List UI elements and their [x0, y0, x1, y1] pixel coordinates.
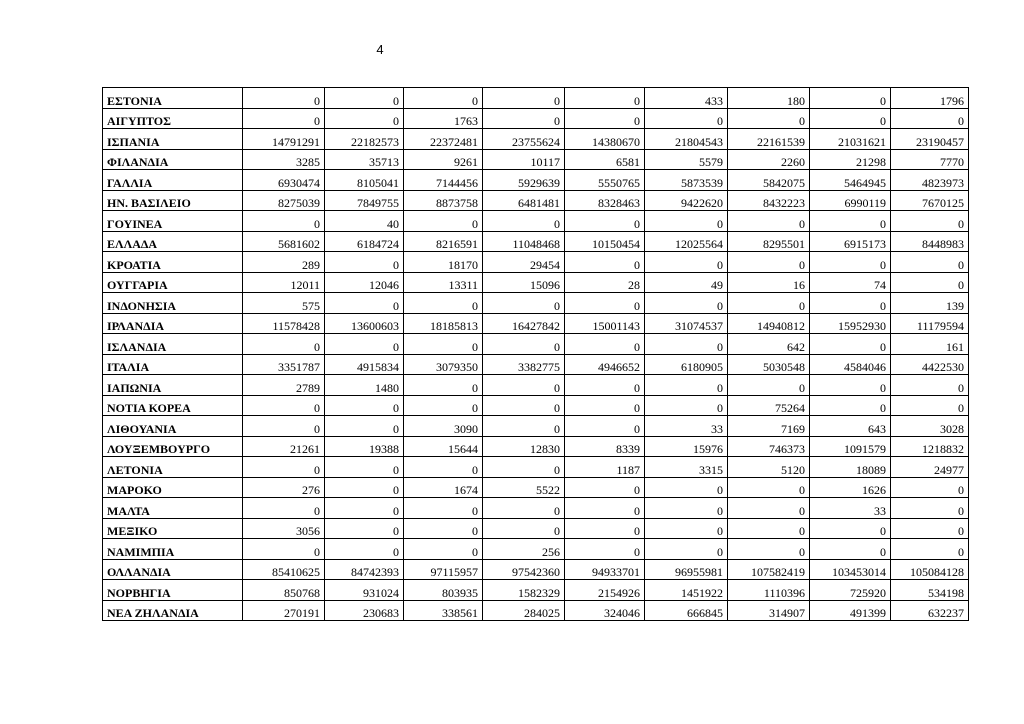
value-cell: 0 — [728, 211, 810, 232]
value-cell: 0 — [810, 375, 891, 396]
value-cell: 0 — [325, 108, 404, 129]
value-cell: 7849755 — [325, 190, 404, 211]
value-cell: 0 — [243, 88, 325, 109]
value-cell: 0 — [483, 395, 565, 416]
value-cell: 0 — [810, 211, 891, 232]
country-name-cell: ΜΑΡΟΚΟ — [103, 477, 243, 498]
value-cell: 0 — [243, 498, 325, 519]
value-cell: 0 — [891, 108, 969, 129]
table-row — [103, 395, 969, 416]
value-cell: 21031621 — [810, 129, 891, 150]
value-cell: 15096 — [483, 272, 565, 293]
value-cell: 13311 — [404, 272, 483, 293]
value-cell: 632237 — [891, 600, 969, 621]
value-cell: 7770 — [891, 149, 969, 170]
value-cell: 0 — [891, 539, 969, 560]
value-cell: 324046 — [565, 600, 645, 621]
value-cell: 850768 — [243, 580, 325, 601]
value-cell: 0 — [404, 375, 483, 396]
table-row — [103, 231, 969, 252]
table-row — [103, 498, 969, 519]
value-cell: 8328463 — [565, 190, 645, 211]
value-cell: 6180905 — [645, 354, 728, 375]
value-cell: 0 — [483, 457, 565, 478]
value-cell: 21298 — [810, 149, 891, 170]
country-name-cell: ΟΥΓΓΑΡΙΑ — [103, 272, 243, 293]
country-name-cell: ΚΡΟΑΤΙΑ — [103, 252, 243, 273]
country-name-cell: ΟΛΛΑΝΔΙΑ — [103, 559, 243, 580]
country-name-cell: ΙΣΛΑΝΔΙΑ — [103, 334, 243, 355]
value-cell: 0 — [325, 416, 404, 437]
country-name-cell: ΑΙΓΥΠΤΟΣ — [103, 108, 243, 129]
value-cell: 0 — [243, 539, 325, 560]
country-name-cell: ΛΕΤΟΝΙΑ — [103, 457, 243, 478]
value-cell: 28 — [565, 272, 645, 293]
value-cell: 74 — [810, 272, 891, 293]
value-cell: 22182573 — [325, 129, 404, 150]
value-cell: 0 — [325, 252, 404, 273]
value-cell: 33 — [645, 416, 728, 437]
value-cell: 75264 — [728, 395, 810, 416]
value-cell: 15001143 — [565, 313, 645, 334]
value-cell: 40 — [325, 211, 404, 232]
value-cell: 0 — [325, 498, 404, 519]
value-cell: 4584046 — [810, 354, 891, 375]
value-cell: 0 — [565, 293, 645, 314]
value-cell: 12046 — [325, 272, 404, 293]
value-cell: 6184724 — [325, 231, 404, 252]
value-cell: 0 — [243, 416, 325, 437]
value-cell: 7144456 — [404, 170, 483, 191]
country-name-cell: ΓΟΥΙΝΕΑ — [103, 211, 243, 232]
table-row — [103, 190, 969, 211]
value-cell: 16 — [728, 272, 810, 293]
country-name-cell: ΗΝ. ΒΑΣΙΛΕΙΟ — [103, 190, 243, 211]
value-cell: 0 — [891, 211, 969, 232]
value-cell: 0 — [404, 334, 483, 355]
value-cell: 0 — [325, 88, 404, 109]
value-cell: 4946652 — [565, 354, 645, 375]
value-cell: 12025564 — [645, 231, 728, 252]
value-cell: 0 — [243, 395, 325, 416]
table-row — [103, 457, 969, 478]
value-cell: 8873758 — [404, 190, 483, 211]
value-cell: 21261 — [243, 436, 325, 457]
table-row — [103, 88, 969, 109]
value-cell: 18185813 — [404, 313, 483, 334]
value-cell: 0 — [645, 108, 728, 129]
value-cell: 0 — [891, 395, 969, 416]
value-cell: 94933701 — [565, 559, 645, 580]
country-name-cell: ΝΟΡΒΗΓΙΑ — [103, 580, 243, 601]
value-cell: 0 — [565, 375, 645, 396]
table-row — [103, 580, 969, 601]
value-cell: 0 — [645, 518, 728, 539]
value-cell: 0 — [325, 334, 404, 355]
value-cell: 6481481 — [483, 190, 565, 211]
value-cell: 0 — [891, 518, 969, 539]
value-cell: 21804543 — [645, 129, 728, 150]
country-name-cell: ΙΣΠΑΝΙΑ — [103, 129, 243, 150]
value-cell: 1674 — [404, 477, 483, 498]
value-cell: 9422620 — [645, 190, 728, 211]
value-cell: 3090 — [404, 416, 483, 437]
value-cell: 12830 — [483, 436, 565, 457]
value-cell: 0 — [565, 416, 645, 437]
value-cell: 0 — [565, 334, 645, 355]
value-cell: 3315 — [645, 457, 728, 478]
value-cell: 8432223 — [728, 190, 810, 211]
value-cell: 0 — [565, 108, 645, 129]
value-cell: 6990119 — [810, 190, 891, 211]
value-cell: 11048468 — [483, 231, 565, 252]
table-row — [103, 252, 969, 273]
country-name-cell: ΛΙΘΟΥΑΝΙΑ — [103, 416, 243, 437]
table-row — [103, 334, 969, 355]
value-cell: 2154926 — [565, 580, 645, 601]
value-cell: 22161539 — [728, 129, 810, 150]
value-cell: 11578428 — [243, 313, 325, 334]
value-cell: 14791291 — [243, 129, 325, 150]
value-cell: 0 — [325, 539, 404, 560]
value-cell: 0 — [891, 498, 969, 519]
country-name-cell: ΝΟΤΙΑ ΚΟΡΕΑ — [103, 395, 243, 416]
value-cell: 8105041 — [325, 170, 404, 191]
value-cell: 5522 — [483, 477, 565, 498]
table-row — [103, 539, 969, 560]
value-cell: 19388 — [325, 436, 404, 457]
value-cell: 0 — [483, 375, 565, 396]
value-cell: 1451922 — [645, 580, 728, 601]
value-cell: 18170 — [404, 252, 483, 273]
value-cell: 0 — [728, 477, 810, 498]
value-cell: 575 — [243, 293, 325, 314]
country-data-table — [102, 87, 969, 621]
value-cell: 5873539 — [645, 170, 728, 191]
country-name-cell: ΕΛΛΑΔΑ — [103, 231, 243, 252]
country-name-cell: ΦΙΛΑΝΔΙΑ — [103, 149, 243, 170]
country-name-cell: ΜΑΛΤΑ — [103, 498, 243, 519]
value-cell: 0 — [728, 375, 810, 396]
value-cell: 22372481 — [404, 129, 483, 150]
table-row — [103, 272, 969, 293]
value-cell: 33 — [810, 498, 891, 519]
value-cell: 9261 — [404, 149, 483, 170]
value-cell: 14380670 — [565, 129, 645, 150]
value-cell: 0 — [565, 395, 645, 416]
country-name-cell: ΜΕΞΙΚΟ — [103, 518, 243, 539]
value-cell: 0 — [243, 457, 325, 478]
table-row — [103, 313, 969, 334]
table-row — [103, 293, 969, 314]
value-cell: 1110396 — [728, 580, 810, 601]
value-cell: 0 — [565, 539, 645, 560]
table-body — [103, 88, 969, 621]
value-cell: 0 — [483, 334, 565, 355]
value-cell: 6581 — [565, 149, 645, 170]
table-row — [103, 375, 969, 396]
value-cell: 1218832 — [891, 436, 969, 457]
value-cell: 0 — [483, 498, 565, 519]
value-cell: 1626 — [810, 477, 891, 498]
value-cell: 0 — [565, 252, 645, 273]
value-cell: 5120 — [728, 457, 810, 478]
value-cell: 161 — [891, 334, 969, 355]
country-name-cell: ΝΑΜΙΜΠΙΑ — [103, 539, 243, 560]
value-cell: 433 — [645, 88, 728, 109]
value-cell: 0 — [243, 108, 325, 129]
value-cell: 97115957 — [404, 559, 483, 580]
value-cell: 8295501 — [728, 231, 810, 252]
value-cell: 8275039 — [243, 190, 325, 211]
value-cell: 0 — [810, 539, 891, 560]
value-cell: 23755624 — [483, 129, 565, 150]
value-cell: 15644 — [404, 436, 483, 457]
value-cell: 0 — [645, 539, 728, 560]
value-cell: 0 — [483, 211, 565, 232]
country-name-cell: ΛΟΥΞΕΜΒΟΥΡΓΟ — [103, 436, 243, 457]
value-cell: 3028 — [891, 416, 969, 437]
value-cell: 1796 — [891, 88, 969, 109]
value-cell: 3285 — [243, 149, 325, 170]
value-cell: 0 — [565, 477, 645, 498]
value-cell: 3382775 — [483, 354, 565, 375]
value-cell: 0 — [810, 88, 891, 109]
value-cell: 0 — [483, 518, 565, 539]
value-cell: 0 — [483, 108, 565, 129]
table-row — [103, 149, 969, 170]
value-cell: 0 — [810, 518, 891, 539]
value-cell: 1187 — [565, 457, 645, 478]
value-cell: 5681602 — [243, 231, 325, 252]
value-cell: 0 — [645, 211, 728, 232]
value-cell: 0 — [243, 334, 325, 355]
page-number: 4 — [376, 42, 384, 57]
value-cell: 0 — [565, 88, 645, 109]
value-cell: 0 — [325, 457, 404, 478]
value-cell: 0 — [645, 293, 728, 314]
value-cell: 2789 — [243, 375, 325, 396]
value-cell: 35713 — [325, 149, 404, 170]
value-cell: 0 — [565, 498, 645, 519]
table-row — [103, 477, 969, 498]
value-cell: 5030548 — [728, 354, 810, 375]
value-cell: 0 — [645, 395, 728, 416]
value-cell: 0 — [325, 518, 404, 539]
value-cell: 6930474 — [243, 170, 325, 191]
value-cell: 270191 — [243, 600, 325, 621]
value-cell: 0 — [728, 518, 810, 539]
value-cell: 0 — [728, 498, 810, 519]
value-cell: 0 — [891, 375, 969, 396]
value-cell: 0 — [810, 395, 891, 416]
country-name-cell: ΓΑΛΛΙΑ — [103, 170, 243, 191]
value-cell: 491399 — [810, 600, 891, 621]
country-name-cell: ΕΣΤΟΝΙΑ — [103, 88, 243, 109]
value-cell: 15952930 — [810, 313, 891, 334]
value-cell: 0 — [325, 293, 404, 314]
value-cell: 0 — [325, 477, 404, 498]
table-row — [103, 108, 969, 129]
value-cell: 139 — [891, 293, 969, 314]
value-cell: 24977 — [891, 457, 969, 478]
value-cell: 11179594 — [891, 313, 969, 334]
value-cell: 12011 — [243, 272, 325, 293]
value-cell: 107582419 — [728, 559, 810, 580]
value-cell: 1480 — [325, 375, 404, 396]
value-cell: 4823973 — [891, 170, 969, 191]
value-cell: 0 — [891, 272, 969, 293]
value-cell: 5550765 — [565, 170, 645, 191]
value-cell: 0 — [325, 395, 404, 416]
table-row — [103, 354, 969, 375]
value-cell: 15976 — [645, 436, 728, 457]
value-cell: 29454 — [483, 252, 565, 273]
value-cell: 0 — [645, 498, 728, 519]
value-cell: 0 — [483, 293, 565, 314]
country-name-cell: ΙΡΛΑΝΔΙΑ — [103, 313, 243, 334]
value-cell: 14940812 — [728, 313, 810, 334]
value-cell: 10150454 — [565, 231, 645, 252]
country-name-cell: ΝΕΑ ΖΗΛΑΝΔΙΑ — [103, 600, 243, 621]
value-cell: 666845 — [645, 600, 728, 621]
value-cell: 7169 — [728, 416, 810, 437]
value-cell: 0 — [728, 539, 810, 560]
value-cell: 284025 — [483, 600, 565, 621]
value-cell: 4915834 — [325, 354, 404, 375]
value-cell: 256 — [483, 539, 565, 560]
value-cell: 1763 — [404, 108, 483, 129]
value-cell: 5464945 — [810, 170, 891, 191]
value-cell: 1582329 — [483, 580, 565, 601]
value-cell: 8448983 — [891, 231, 969, 252]
value-cell: 8216591 — [404, 231, 483, 252]
value-cell: 5579 — [645, 149, 728, 170]
value-cell: 3079350 — [404, 354, 483, 375]
country-name-cell: ΙΑΠΩΝΙΑ — [103, 375, 243, 396]
value-cell: 0 — [891, 477, 969, 498]
value-cell: 0 — [404, 498, 483, 519]
value-cell: 0 — [645, 252, 728, 273]
value-cell: 0 — [404, 518, 483, 539]
value-cell: 105084128 — [891, 559, 969, 580]
value-cell: 2260 — [728, 149, 810, 170]
table-row — [103, 170, 969, 191]
value-cell: 725920 — [810, 580, 891, 601]
value-cell: 85410625 — [243, 559, 325, 580]
table-row — [103, 129, 969, 150]
value-cell: 0 — [810, 108, 891, 129]
value-cell: 16427842 — [483, 313, 565, 334]
value-cell: 23190457 — [891, 129, 969, 150]
value-cell: 3056 — [243, 518, 325, 539]
value-cell: 7670125 — [891, 190, 969, 211]
value-cell: 0 — [404, 293, 483, 314]
value-cell: 642 — [728, 334, 810, 355]
value-cell: 0 — [243, 211, 325, 232]
value-cell: 0 — [565, 211, 645, 232]
value-cell: 1091579 — [810, 436, 891, 457]
value-cell: 10117 — [483, 149, 565, 170]
value-cell: 931024 — [325, 580, 404, 601]
value-cell: 0 — [483, 416, 565, 437]
value-cell: 8339 — [565, 436, 645, 457]
value-cell: 3351787 — [243, 354, 325, 375]
table-row — [103, 436, 969, 457]
value-cell: 0 — [810, 334, 891, 355]
value-cell: 0 — [404, 211, 483, 232]
value-cell: 96955981 — [645, 559, 728, 580]
value-cell: 84742393 — [325, 559, 404, 580]
value-cell: 49 — [645, 272, 728, 293]
value-cell: 18089 — [810, 457, 891, 478]
value-cell: 0 — [483, 88, 565, 109]
value-cell: 0 — [404, 395, 483, 416]
value-cell: 289 — [243, 252, 325, 273]
table-row — [103, 211, 969, 232]
table-row — [103, 559, 969, 580]
value-cell: 5842075 — [728, 170, 810, 191]
value-cell: 0 — [728, 252, 810, 273]
value-cell: 0 — [728, 293, 810, 314]
value-cell: 0 — [891, 252, 969, 273]
value-cell: 103453014 — [810, 559, 891, 580]
value-cell: 534198 — [891, 580, 969, 601]
value-cell: 230683 — [325, 600, 404, 621]
value-cell: 643 — [810, 416, 891, 437]
value-cell: 6915173 — [810, 231, 891, 252]
table-row — [103, 518, 969, 539]
value-cell: 0 — [404, 539, 483, 560]
value-cell: 0 — [810, 293, 891, 314]
value-cell: 0 — [404, 88, 483, 109]
value-cell: 338561 — [404, 600, 483, 621]
value-cell: 0 — [645, 375, 728, 396]
value-cell: 0 — [565, 518, 645, 539]
table-row — [103, 416, 969, 437]
value-cell: 13600603 — [325, 313, 404, 334]
value-cell: 180 — [728, 88, 810, 109]
value-cell: 276 — [243, 477, 325, 498]
value-cell: 0 — [645, 477, 728, 498]
value-cell: 0 — [728, 108, 810, 129]
value-cell: 31074537 — [645, 313, 728, 334]
value-cell: 0 — [810, 252, 891, 273]
value-cell: 803935 — [404, 580, 483, 601]
table-row — [103, 600, 969, 621]
value-cell: 5929639 — [483, 170, 565, 191]
country-name-cell: ΙΤΑΛΙΑ — [103, 354, 243, 375]
value-cell: 0 — [404, 457, 483, 478]
value-cell: 0 — [645, 334, 728, 355]
value-cell: 97542360 — [483, 559, 565, 580]
country-name-cell: ΙΝΔΟΝΗΣΙΑ — [103, 293, 243, 314]
value-cell: 4422530 — [891, 354, 969, 375]
value-cell: 314907 — [728, 600, 810, 621]
value-cell: 746373 — [728, 436, 810, 457]
